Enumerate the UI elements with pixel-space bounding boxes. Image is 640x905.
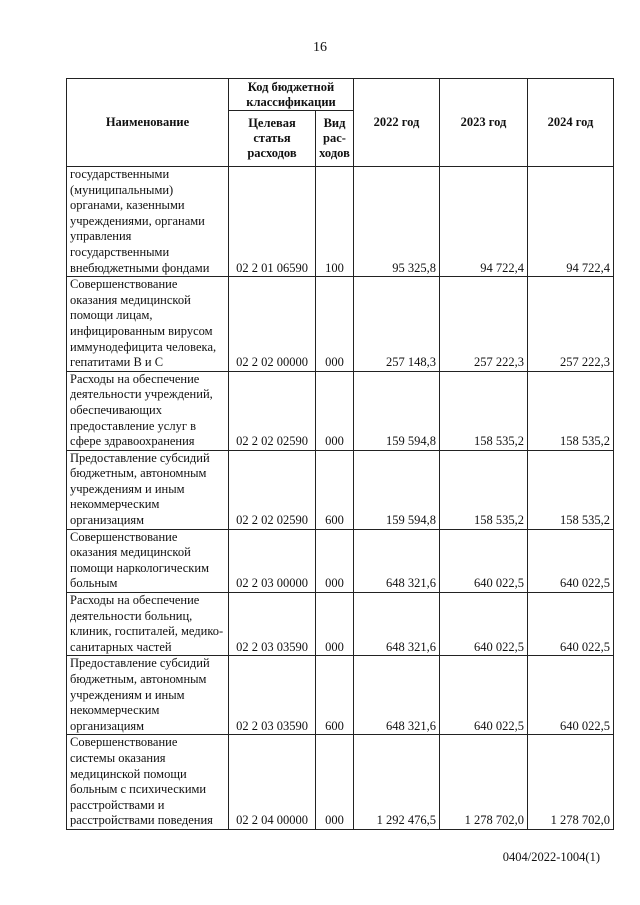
- header-code-group: Код бюджетной классификации: [229, 79, 354, 111]
- row-value-2024: 640 022,5: [528, 529, 614, 592]
- row-value-2023: 158 535,2: [440, 450, 528, 529]
- header-target-article: Целевая статья расходов: [229, 111, 316, 167]
- table-row: [67, 735, 614, 830]
- row-name: Совершенствование оказания медицинской помощи лицам, инфицированным вирусом иммунодефицита человека, гепатитами В и С: [67, 277, 229, 372]
- row-expense-type: 000: [316, 735, 354, 830]
- header-2023: 2023 год: [440, 79, 528, 167]
- row-expense-type: 100: [316, 167, 354, 277]
- row-value-2023: 257 222,3: [440, 277, 528, 372]
- row-value-2022: 1 292 476,5: [354, 735, 440, 830]
- table-row: [67, 277, 614, 372]
- row-target-article: 02 2 03 03590: [229, 656, 316, 735]
- header-name: Наименование: [67, 79, 229, 167]
- row-expense-type: 600: [316, 656, 354, 735]
- row-value-2024: 257 222,3: [528, 277, 614, 372]
- table-row: [67, 529, 614, 592]
- row-value-2023: 640 022,5: [440, 656, 528, 735]
- row-value-2023: 94 722,4: [440, 167, 528, 277]
- row-name: Расходы на обеспечение деятельности больниц, клиник, госпиталей, медико-санитарных частей: [67, 593, 229, 656]
- row-value-2022: 648 321,6: [354, 593, 440, 656]
- row-value-2023: 1 278 702,0: [440, 735, 528, 830]
- row-expense-type: 600: [316, 450, 354, 529]
- document-code: 0404/2022-1004(1): [502, 850, 600, 864]
- header-2024: 2024 год: [528, 79, 614, 167]
- table-row: [67, 450, 614, 529]
- row-value-2024: 94 722,4: [528, 167, 614, 277]
- row-value-2023: 640 022,5: [440, 593, 528, 656]
- row-name: Совершенствование системы оказания медицинской помощи больным с психическими расстройствами и расстройствами поведения: [67, 735, 229, 830]
- row-expense-type: 000: [316, 529, 354, 592]
- row-value-2022: 159 594,8: [354, 450, 440, 529]
- row-name: Предоставление субсидий бюджетным, автономным учреждениям и иным некоммерческим организациям: [67, 656, 229, 735]
- table-row: [67, 371, 614, 450]
- row-value-2022: 95 325,8: [354, 167, 440, 277]
- row-expense-type: 000: [316, 371, 354, 450]
- table-row: [67, 656, 614, 735]
- row-value-2022: 159 594,8: [354, 371, 440, 450]
- row-value-2022: 257 148,3: [354, 277, 440, 372]
- header-2022: 2022 год: [354, 79, 440, 167]
- row-value-2023: 640 022,5: [440, 529, 528, 592]
- row-target-article: 02 2 02 02590: [229, 450, 316, 529]
- row-target-article: 02 2 01 06590: [229, 167, 316, 277]
- row-name: Совершенствование оказания медицинской помощи наркологическим больным: [67, 529, 229, 592]
- row-target-article: 02 2 04 00000: [229, 735, 316, 830]
- row-value-2022: 648 321,6: [354, 529, 440, 592]
- table-row: [67, 593, 614, 656]
- row-target-article: 02 2 02 02590: [229, 371, 316, 450]
- row-value-2024: 640 022,5: [528, 656, 614, 735]
- row-value-2024: 158 535,2: [528, 371, 614, 450]
- row-name: государственными (муниципальными) органами, казенными учреждениями, органами управления государственными внебюджетными фондами: [67, 167, 229, 277]
- row-name: Предоставление субсидий бюджетным, автономным учреждениям и иным некоммерческим организациям: [67, 450, 229, 529]
- row-value-2024: 1 278 702,0: [528, 735, 614, 830]
- row-value-2024: 640 022,5: [528, 593, 614, 656]
- page-number: 16: [313, 40, 327, 55]
- row-target-article: 02 2 03 03590: [229, 593, 316, 656]
- row-target-article: 02 2 02 00000: [229, 277, 316, 372]
- row-value-2024: 158 535,2: [528, 450, 614, 529]
- row-expense-type: 000: [316, 277, 354, 372]
- row-name: Расходы на обеспечение деятельности учреждений, обеспечивающих предоставление услуг в сфере здравоохранения: [67, 371, 229, 450]
- row-value-2022: 648 321,6: [354, 656, 440, 735]
- row-expense-type: 000: [316, 593, 354, 656]
- table-row: [67, 167, 614, 277]
- row-value-2023: 158 535,2: [440, 371, 528, 450]
- header-expense-type: Вид рас-ходов: [316, 111, 354, 167]
- budget-table: [66, 78, 614, 830]
- row-target-article: 02 2 03 00000: [229, 529, 316, 592]
